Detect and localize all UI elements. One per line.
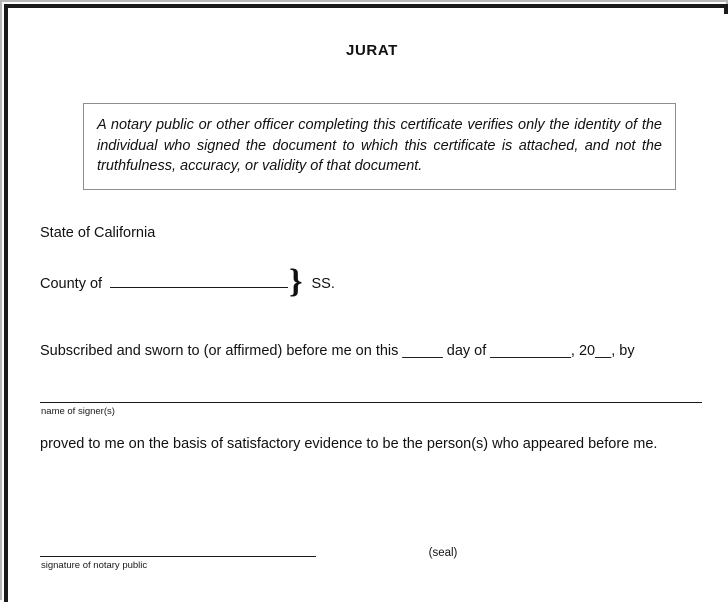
- seal-placeholder-label: (seal): [428, 547, 458, 559]
- county-label: County of: [40, 276, 103, 292]
- proved-to-me-text: proved to me on the basis of satisfactory evidence to be the person(s) who appeared before me.: [40, 436, 658, 452]
- signer-name-caption: name of signer(s): [41, 406, 115, 417]
- notary-signature-fill-in-line[interactable]: [40, 556, 316, 557]
- document-inner-frame: [4, 4, 728, 602]
- notary-signature-caption: signature of notary public: [41, 560, 148, 571]
- notary-disclaimer-box: [83, 103, 676, 190]
- county-fill-in-line[interactable]: [110, 287, 288, 288]
- signer-name-fill-in-line[interactable]: [40, 402, 702, 403]
- ss-label: SS.: [311, 276, 335, 292]
- notary-disclaimer-text: A notary public or other officer completing this certificate verifies only the identity of the individual who signed the document to which this certificate is attached, and not the truthfulness, accuracy, or validity of that document.: [97, 117, 662, 175]
- jurat-form-sheet: [14, 14, 728, 608]
- subscribed-sworn-line: Subscribed and sworn to (or affirmed) before me on this _____ day of __________, 20__, by: [40, 343, 635, 359]
- state-line: State of California: [40, 225, 156, 241]
- county-row: County of } SS.: [40, 263, 335, 300]
- page-title: JURAT: [346, 42, 398, 59]
